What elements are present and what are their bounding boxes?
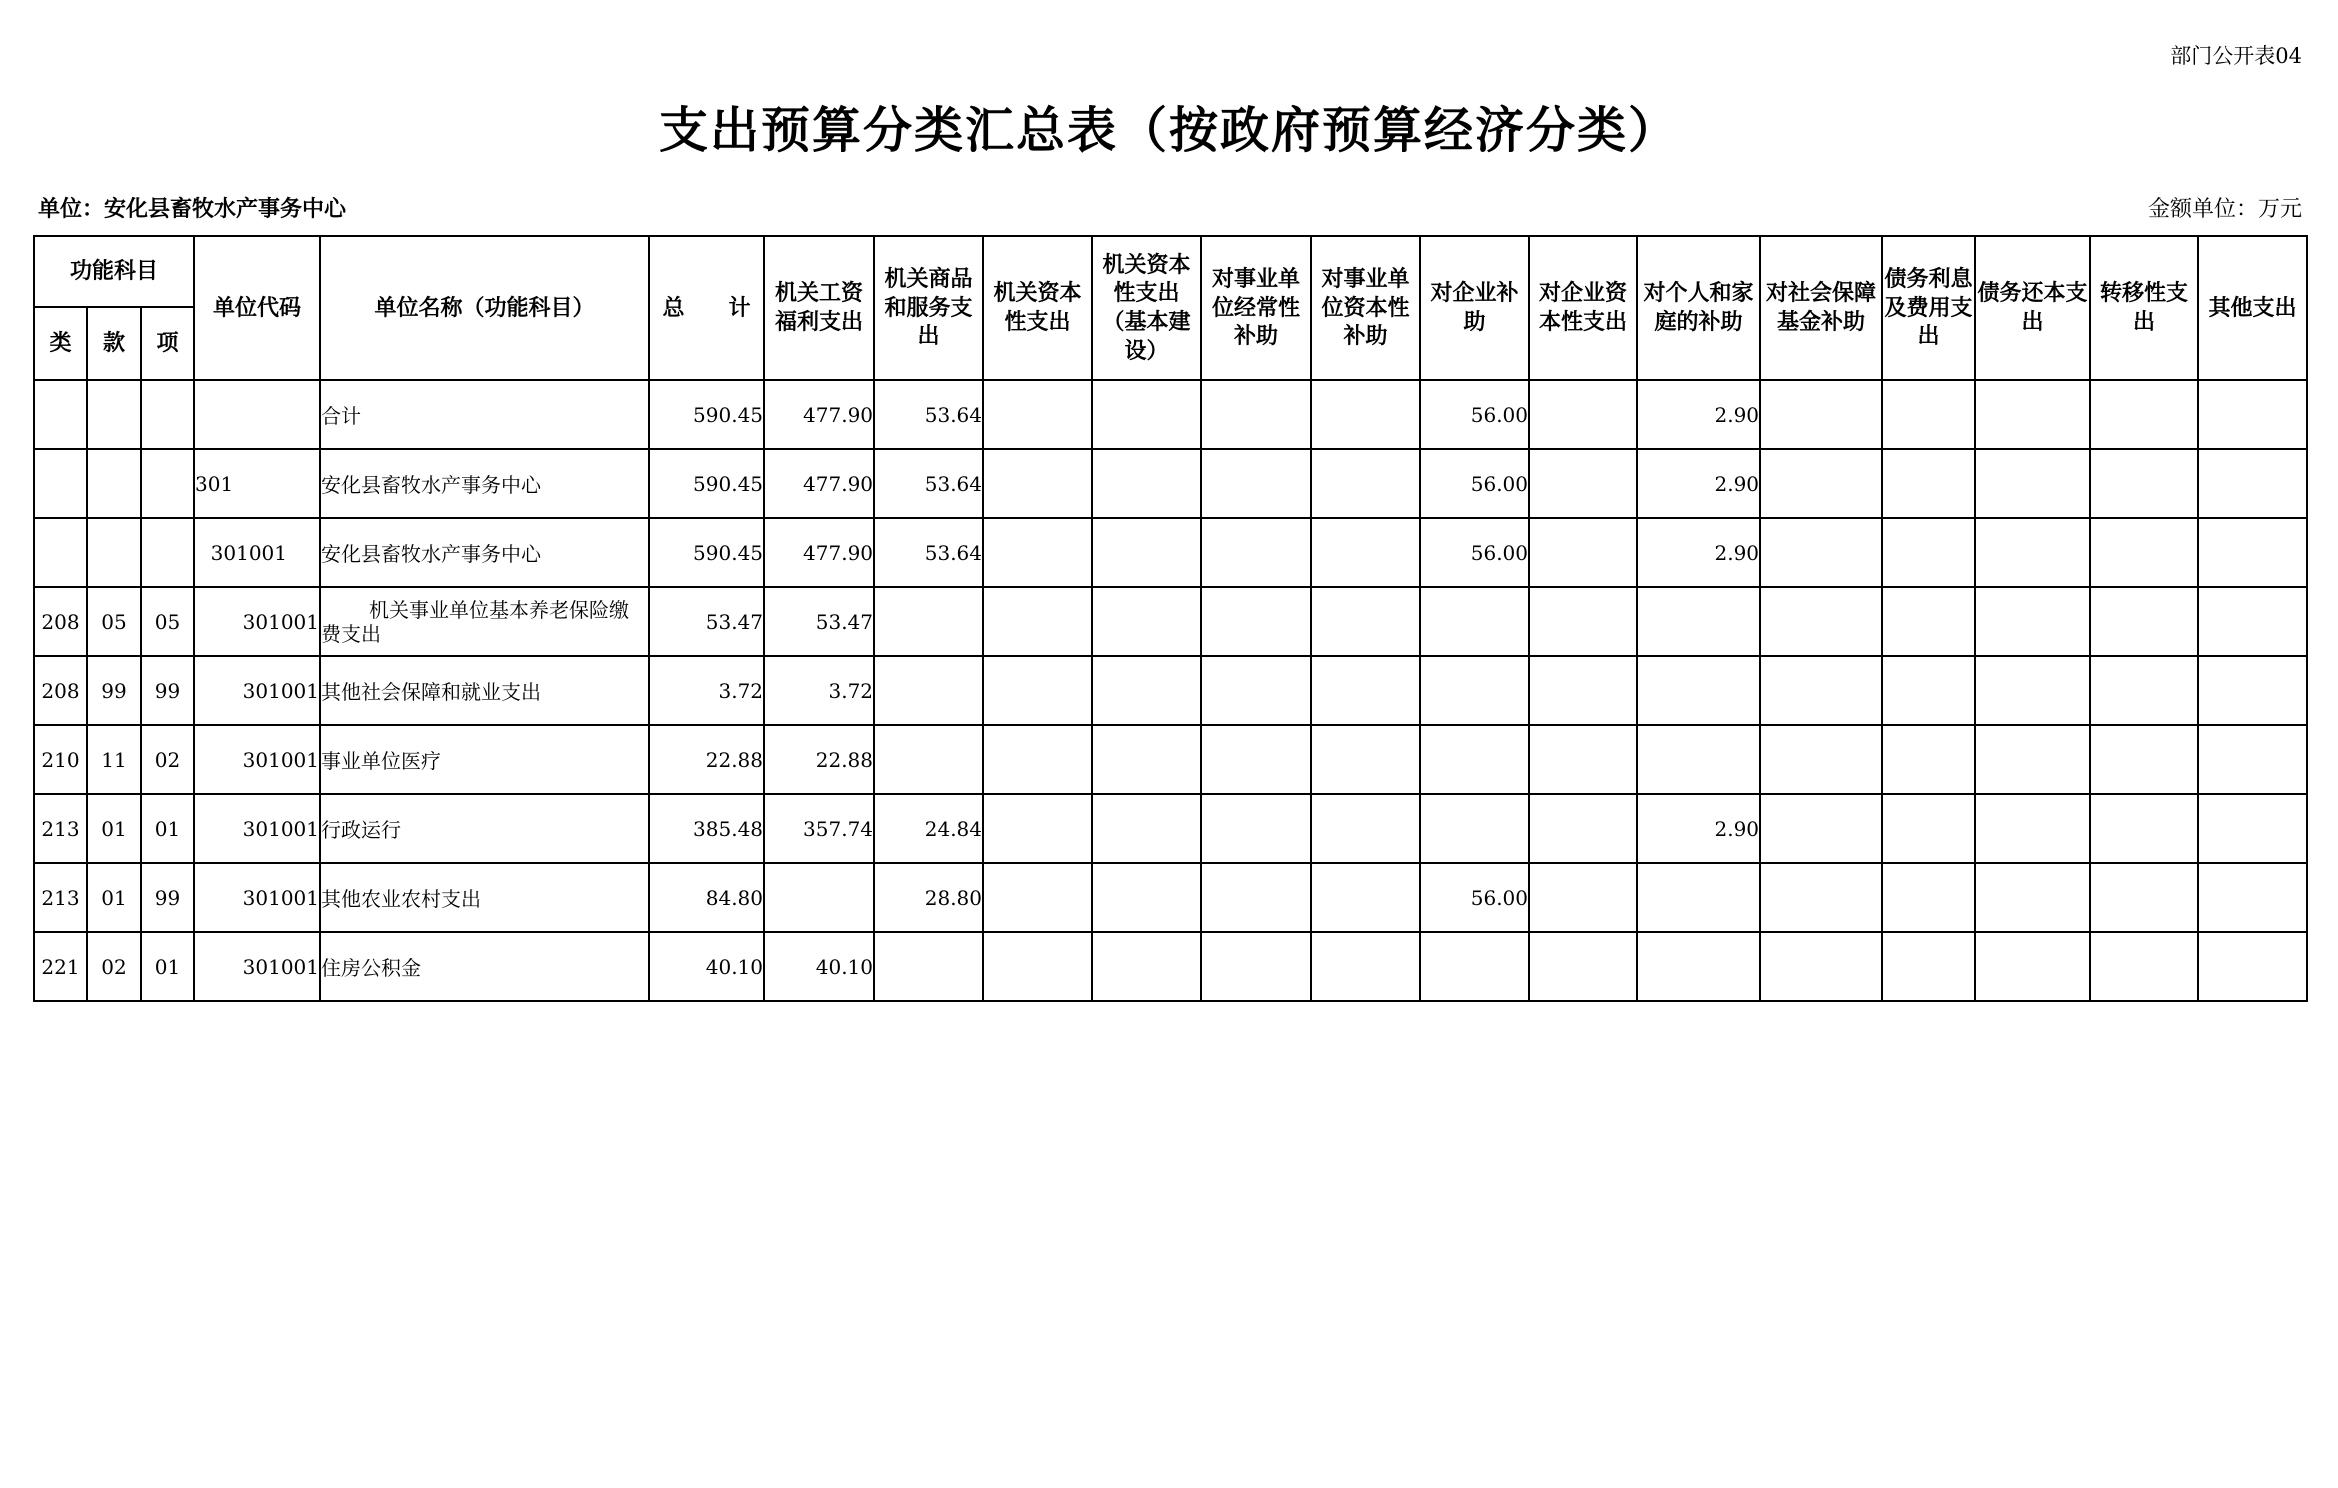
- header-xiang: 项: [141, 307, 194, 380]
- cell-c3: [983, 794, 1092, 863]
- cell-unit-code: 301: [194, 449, 320, 518]
- cell-c2: 53.64: [874, 518, 983, 587]
- cell-xiang: [141, 449, 194, 518]
- cell-c7: [1420, 794, 1529, 863]
- cell-unit-name: 其他农业农村支出: [320, 863, 649, 932]
- cell-c8: [1529, 725, 1637, 794]
- cell-c1: 53.47: [764, 587, 874, 656]
- cell-c1: 477.90: [764, 449, 874, 518]
- cell-c13: [2090, 725, 2198, 794]
- cell-c8: [1529, 449, 1637, 518]
- cell-c7: 56.00: [1420, 380, 1529, 449]
- cell-c2: 28.80: [874, 863, 983, 932]
- header-kuan: 款: [87, 307, 141, 380]
- header-c11: 债务利息及费用支出: [1882, 236, 1975, 380]
- cell-c5: [1201, 656, 1311, 725]
- cell-c4: [1092, 794, 1201, 863]
- cell-c12: [1975, 932, 2090, 1001]
- cell-c1: [764, 863, 874, 932]
- cell-c2: 24.84: [874, 794, 983, 863]
- cell-c10: [1760, 794, 1882, 863]
- cell-c12: [1975, 725, 2090, 794]
- header-c3: 机关资本性支出: [983, 236, 1092, 380]
- cell-c11: [1882, 518, 1975, 587]
- cell-c8: [1529, 587, 1637, 656]
- cell-total: 590.45: [649, 380, 764, 449]
- cell-c12: [1975, 518, 2090, 587]
- cell-lei: 208: [34, 656, 87, 725]
- table-row: [34, 656, 2307, 725]
- cell-lei: 213: [34, 863, 87, 932]
- cell-lei: 213: [34, 794, 87, 863]
- cell-total: 53.47: [649, 587, 764, 656]
- form-number: 部门公开表04: [2170, 44, 2302, 68]
- cell-unit-name-line2: 费支出: [321, 621, 382, 646]
- cell-c9: 2.90: [1637, 449, 1760, 518]
- header-c2: 机关商品和服务支出: [874, 236, 983, 380]
- cell-c6: [1311, 449, 1420, 518]
- cell-c5: [1201, 932, 1311, 1001]
- cell-c13: [2090, 932, 2198, 1001]
- cell-c2: [874, 587, 983, 656]
- cell-c10: [1760, 449, 1882, 518]
- cell-c5: [1201, 518, 1311, 587]
- cell-kuan: [87, 449, 141, 518]
- cell-unit-code: 301001: [194, 587, 320, 656]
- cell-c14: [2198, 863, 2307, 932]
- cell-unit-name: 事业单位医疗: [320, 725, 649, 794]
- table-row: [34, 518, 2307, 587]
- cell-c8: [1529, 380, 1637, 449]
- cell-kuan: 01: [87, 794, 141, 863]
- cell-c8: [1529, 656, 1637, 725]
- money-unit-label: 金额单位：万元: [2147, 197, 2302, 222]
- cell-c13: [2090, 794, 2198, 863]
- cell-c9: 2.90: [1637, 518, 1760, 587]
- cell-kuan: [87, 380, 141, 449]
- cell-c13: [2090, 587, 2198, 656]
- cell-c1: 357.74: [764, 794, 874, 863]
- cell-c4: [1092, 587, 1201, 656]
- cell-c7: [1420, 587, 1529, 656]
- cell-c3: [983, 932, 1092, 1001]
- cell-unit-name: 安化县畜牧水产事务中心: [320, 518, 649, 587]
- cell-c3: [983, 518, 1092, 587]
- cell-c9: [1637, 587, 1760, 656]
- cell-c2: [874, 656, 983, 725]
- cell-xiang: 99: [141, 863, 194, 932]
- cell-c9: [1637, 656, 1760, 725]
- header-lei: 类: [34, 307, 87, 380]
- cell-xiang: 99: [141, 656, 194, 725]
- cell-kuan: 05: [87, 587, 141, 656]
- cell-unit-code: 301001: [194, 863, 320, 932]
- cell-kuan: 02: [87, 932, 141, 1001]
- cell-lei: 208: [34, 587, 87, 656]
- cell-total: 590.45: [649, 449, 764, 518]
- cell-c10: [1760, 863, 1882, 932]
- cell-c7: [1420, 725, 1529, 794]
- cell-c12: [1975, 587, 2090, 656]
- cell-c14: [2198, 587, 2307, 656]
- cell-c13: [2090, 863, 2198, 932]
- cell-c11: [1882, 932, 1975, 1001]
- cell-c7: [1420, 932, 1529, 1001]
- cell-unit-name: 住房公积金: [320, 932, 649, 1001]
- cell-lei: 210: [34, 725, 87, 794]
- cell-c1: 477.90: [764, 518, 874, 587]
- cell-unit-name: 其他社会保障和就业支出: [320, 656, 649, 725]
- cell-c6: [1311, 794, 1420, 863]
- cell-kuan: 99: [87, 656, 141, 725]
- cell-c4: [1092, 725, 1201, 794]
- cell-c6: [1311, 587, 1420, 656]
- cell-c4: [1092, 863, 1201, 932]
- cell-c2: 53.64: [874, 449, 983, 518]
- cell-unit-code: [194, 380, 320, 449]
- table-row: [34, 932, 2307, 1001]
- cell-total: 385.48: [649, 794, 764, 863]
- cell-c14: [2198, 518, 2307, 587]
- cell-c10: [1760, 725, 1882, 794]
- cell-unit-code: 301001: [194, 932, 320, 1001]
- table-row-total: [34, 380, 2307, 449]
- cell-c7: 56.00: [1420, 863, 1529, 932]
- cell-c2: [874, 725, 983, 794]
- cell-c8: [1529, 794, 1637, 863]
- cell-c6: [1311, 863, 1420, 932]
- cell-kuan: 11: [87, 725, 141, 794]
- cell-unit-code: 301001: [194, 656, 320, 725]
- cell-unit-code: 301001: [194, 794, 320, 863]
- cell-c4: [1092, 518, 1201, 587]
- cell-c12: [1975, 380, 2090, 449]
- expenditure-table: [33, 235, 2308, 1002]
- cell-c3: [983, 587, 1092, 656]
- cell-c3: [983, 863, 1092, 932]
- cell-c4: [1092, 380, 1201, 449]
- cell-c11: [1882, 380, 1975, 449]
- header-unit-code: 单位代码: [194, 236, 320, 380]
- cell-c5: [1201, 449, 1311, 518]
- cell-c14: [2198, 794, 2307, 863]
- cell-c14: [2198, 449, 2307, 518]
- cell-total: 84.80: [649, 863, 764, 932]
- cell-c5: [1201, 587, 1311, 656]
- unit-label: 单位：安化县畜牧水产事务中心: [38, 196, 347, 222]
- cell-unit-name: 行政运行: [320, 794, 649, 863]
- cell-xiang: [141, 380, 194, 449]
- table-row: [34, 725, 2307, 794]
- cell-c3: [983, 656, 1092, 725]
- cell-c11: [1882, 725, 1975, 794]
- cell-c11: [1882, 587, 1975, 656]
- header-func-subject: 功能科目: [34, 236, 194, 307]
- cell-c1: 22.88: [764, 725, 874, 794]
- cell-total: 40.10: [649, 932, 764, 1001]
- cell-c6: [1311, 656, 1420, 725]
- header-c10: 对社会保障基金补助: [1760, 236, 1882, 380]
- cell-xiang: [141, 518, 194, 587]
- cell-c4: [1092, 449, 1201, 518]
- cell-c12: [1975, 794, 2090, 863]
- header-c14: 其他支出: [2198, 236, 2307, 380]
- cell-c3: [983, 380, 1092, 449]
- cell-unit-code: 301001: [194, 518, 320, 587]
- cell-unit-name: 安化县畜牧水产事务中心: [320, 449, 649, 518]
- cell-c6: [1311, 518, 1420, 587]
- cell-xiang: 01: [141, 794, 194, 863]
- header-c5: 对事业单位经常性补助: [1201, 236, 1311, 380]
- cell-c4: [1092, 932, 1201, 1001]
- cell-c7: 56.00: [1420, 518, 1529, 587]
- cell-c3: [983, 449, 1092, 518]
- cell-c1: 3.72: [764, 656, 874, 725]
- cell-c14: [2198, 932, 2307, 1001]
- header-c4: 机关资本性支出（基本建设）: [1092, 236, 1201, 380]
- cell-xiang: 01: [141, 932, 194, 1001]
- header-unit-name: 单位名称（功能科目）: [320, 236, 649, 380]
- header-c1: 机关工资福利支出: [764, 236, 874, 380]
- header-c6: 对事业单位资本性补助: [1311, 236, 1420, 380]
- page-title: 支出预算分类汇总表（按政府预算经济分类）: [658, 101, 1679, 159]
- cell-c8: [1529, 932, 1637, 1001]
- cell-c13: [2090, 518, 2198, 587]
- table-row: [34, 863, 2307, 932]
- cell-c9: 2.90: [1637, 380, 1760, 449]
- table-row: [34, 587, 2307, 656]
- cell-xiang: 02: [141, 725, 194, 794]
- cell-kuan: [87, 518, 141, 587]
- cell-lei: 221: [34, 932, 87, 1001]
- cell-c3: [983, 725, 1092, 794]
- cell-c10: [1760, 932, 1882, 1001]
- cell-c9: [1637, 932, 1760, 1001]
- cell-c6: [1311, 725, 1420, 794]
- cell-c9: [1637, 725, 1760, 794]
- cell-c10: [1760, 380, 1882, 449]
- cell-c2: [874, 932, 983, 1001]
- cell-c13: [2090, 449, 2198, 518]
- header-c9: 对个人和家庭的补助: [1637, 236, 1760, 380]
- cell-c8: [1529, 518, 1637, 587]
- header-c8: 对企业资本性支出: [1529, 236, 1637, 380]
- cell-c10: [1760, 518, 1882, 587]
- cell-c7: 56.00: [1420, 449, 1529, 518]
- cell-c12: [1975, 656, 2090, 725]
- cell-total: 590.45: [649, 518, 764, 587]
- cell-unit-name: 合计: [320, 380, 649, 449]
- cell-c14: [2198, 725, 2307, 794]
- cell-lei: [34, 449, 87, 518]
- cell-c11: [1882, 794, 1975, 863]
- header-c7: 对企业补助: [1420, 236, 1529, 380]
- cell-c14: [2198, 656, 2307, 725]
- cell-c7: [1420, 656, 1529, 725]
- cell-lei: [34, 518, 87, 587]
- cell-unit-name-line1: 机关事业单位基本养老保险缴: [369, 597, 630, 622]
- cell-c10: [1760, 656, 1882, 725]
- cell-c8: [1529, 863, 1637, 932]
- header-c13: 转移性支出: [2090, 236, 2198, 380]
- cell-c1: 40.10: [764, 932, 874, 1001]
- cell-c9: 2.90: [1637, 794, 1760, 863]
- cell-c9: [1637, 863, 1760, 932]
- cell-lei: [34, 380, 87, 449]
- cell-c13: [2090, 380, 2198, 449]
- cell-c12: [1975, 449, 2090, 518]
- cell-c5: [1201, 863, 1311, 932]
- cell-kuan: 01: [87, 863, 141, 932]
- cell-total: 22.88: [649, 725, 764, 794]
- table-row: [34, 794, 2307, 863]
- cell-c4: [1092, 656, 1201, 725]
- cell-c1: 477.90: [764, 380, 874, 449]
- cell-c5: [1201, 725, 1311, 794]
- cell-c11: [1882, 656, 1975, 725]
- cell-xiang: 05: [141, 587, 194, 656]
- cell-c5: [1201, 794, 1311, 863]
- cell-c6: [1311, 932, 1420, 1001]
- cell-c13: [2090, 656, 2198, 725]
- cell-c5: [1201, 380, 1311, 449]
- cell-unit-code: 301001: [194, 725, 320, 794]
- cell-c14: [2198, 380, 2307, 449]
- cell-c10: [1760, 587, 1882, 656]
- cell-c6: [1311, 380, 1420, 449]
- cell-unit-name: [320, 587, 649, 656]
- header-c12: 债务还本支出: [1975, 236, 2090, 380]
- cell-c11: [1882, 449, 1975, 518]
- cell-c12: [1975, 863, 2090, 932]
- header-total: 总 计: [649, 236, 764, 380]
- cell-total: 3.72: [649, 656, 764, 725]
- cell-c2: 53.64: [874, 380, 983, 449]
- table-row: [34, 449, 2307, 518]
- cell-c11: [1882, 863, 1975, 932]
